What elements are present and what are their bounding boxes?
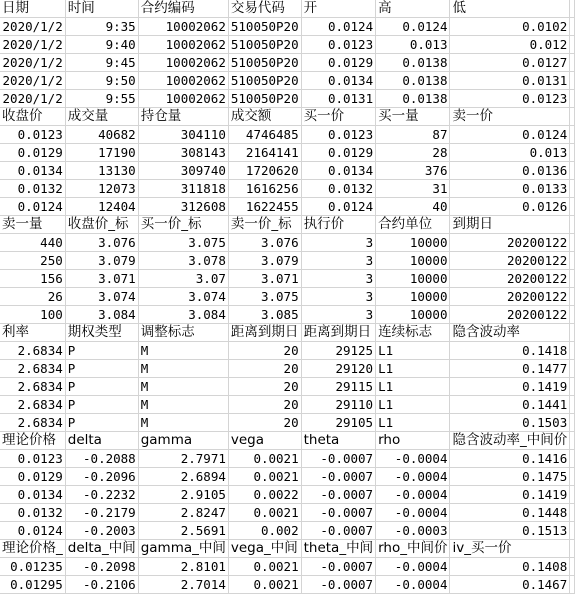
header-cell[interactable] <box>570 432 575 450</box>
data-cell[interactable]: 3 <box>301 288 375 306</box>
header-cell[interactable]: 理论价格_ <box>0 540 65 558</box>
data-cell[interactable]: 0.0123 <box>450 90 570 108</box>
data-cell[interactable]: 0.1416 <box>450 450 570 468</box>
table-row <box>0 576 575 594</box>
data-cell[interactable]: 10000 <box>376 234 450 252</box>
data-cell[interactable]: 87 <box>376 126 450 144</box>
data-cell[interactable]: 0.0124 <box>0 522 65 540</box>
data-cell[interactable]: 0.0123 <box>301 126 375 144</box>
data-cell[interactable]: 9:55 <box>65 90 138 108</box>
data-cell[interactable]: 9:35 <box>65 18 138 36</box>
table-row <box>0 270 575 288</box>
data-cell[interactable]: L1 <box>376 360 450 378</box>
data-cell[interactable]: 3.07 <box>138 270 228 288</box>
header-cell[interactable]: 开 <box>301 0 375 18</box>
data-cell[interactable]: 29115 <box>301 378 375 396</box>
header-cell[interactable]: 日期 <box>0 0 65 18</box>
header-cell[interactable]: 合约单位 <box>376 216 450 234</box>
data-cell[interactable]: 0.0124 <box>0 198 65 216</box>
data-cell[interactable]: 3.084 <box>65 306 138 324</box>
data-cell[interactable]: 3.085 <box>228 306 301 324</box>
data-cell[interactable]: 0.1503 <box>450 414 570 432</box>
data-cell[interactable]: 2.7014 <box>138 576 228 594</box>
data-cell[interactable]: 0.0127 <box>450 54 570 72</box>
data-cell[interactable]: P <box>65 360 138 378</box>
data-cell[interactable]: 9:50 <box>65 72 138 90</box>
data-cell[interactable]: -0.0004 <box>376 450 450 468</box>
header-cell[interactable]: 利率 <box>0 324 65 342</box>
data-cell[interactable]: 0.1513 <box>450 522 570 540</box>
table-row <box>0 486 575 504</box>
data-cell[interactable] <box>570 450 575 468</box>
data-cell[interactable] <box>570 378 575 396</box>
table-row <box>0 18 575 36</box>
data-cell[interactable]: 3.078 <box>138 252 228 270</box>
data-cell[interactable] <box>570 576 575 594</box>
data-cell[interactable]: 0.0138 <box>376 54 450 72</box>
header-row <box>0 324 575 342</box>
data-cell[interactable]: 2020/1/2 <box>0 72 65 90</box>
data-cell[interactable] <box>570 144 575 162</box>
data-cell[interactable] <box>570 234 575 252</box>
header-cell[interactable]: 成交量 <box>65 108 138 126</box>
data-cell[interactable]: 2.6834 <box>0 360 65 378</box>
header-cell[interactable]: delta <box>65 432 138 450</box>
data-cell[interactable]: 2.6834 <box>0 342 65 360</box>
header-cell[interactable]: gamma <box>138 432 228 450</box>
data-cell[interactable]: 3 <box>301 234 375 252</box>
data-cell[interactable]: 12404 <box>65 198 138 216</box>
data-cell[interactable]: 0.1448 <box>450 504 570 522</box>
data-cell[interactable] <box>570 504 575 522</box>
data-cell[interactable] <box>570 36 575 54</box>
data-cell[interactable]: 20 <box>228 378 301 396</box>
data-cell[interactable]: 0.0124 <box>301 198 375 216</box>
data-cell[interactable]: 20200122 <box>450 252 570 270</box>
table-row <box>0 198 575 216</box>
data-cell[interactable]: 0.0131 <box>301 90 375 108</box>
data-cell[interactable]: -0.0007 <box>301 486 375 504</box>
header-cell[interactable]: 调整标志 <box>138 324 228 342</box>
data-cell[interactable]: 0.0124 <box>376 18 450 36</box>
data-cell[interactable]: 0.0133 <box>450 180 570 198</box>
data-cell[interactable]: 0.1475 <box>450 468 570 486</box>
data-cell[interactable]: 0.0134 <box>0 486 65 504</box>
data-cell[interactable]: 2.5691 <box>138 522 228 540</box>
data-cell[interactable]: 10000 <box>376 252 450 270</box>
data-cell[interactable]: 0.0123 <box>0 126 65 144</box>
data-cell[interactable]: 2.8101 <box>138 558 228 576</box>
data-cell[interactable]: 1622455 <box>228 198 301 216</box>
data-cell[interactable]: 29110 <box>301 396 375 414</box>
data-cell[interactable]: 2.6894 <box>138 468 228 486</box>
data-cell[interactable] <box>570 486 575 504</box>
data-cell[interactable]: 0.0022 <box>228 486 301 504</box>
data-cell[interactable]: 3.071 <box>65 270 138 288</box>
data-cell[interactable]: -0.0004 <box>376 468 450 486</box>
data-cell[interactable]: 0.0021 <box>228 558 301 576</box>
header-cell[interactable]: 卖一价_标 <box>228 216 301 234</box>
table-row <box>0 180 575 198</box>
data-cell[interactable]: 0.0021 <box>228 450 301 468</box>
header-row <box>0 0 575 18</box>
data-cell[interactable]: 2.6834 <box>0 414 65 432</box>
data-cell[interactable] <box>570 522 575 540</box>
header-cell[interactable] <box>570 324 575 342</box>
data-cell[interactable]: 309740 <box>138 162 228 180</box>
data-cell[interactable] <box>570 360 575 378</box>
data-cell[interactable]: -0.0007 <box>301 522 375 540</box>
data-cell[interactable]: 0.013 <box>450 144 570 162</box>
header-cell[interactable]: 持仓量 <box>138 108 228 126</box>
data-cell[interactable]: 10002062 <box>138 90 228 108</box>
data-cell[interactable]: 0.0131 <box>450 72 570 90</box>
data-cell[interactable]: 510050P20 <box>228 90 301 108</box>
data-cell[interactable]: 28 <box>376 144 450 162</box>
data-cell[interactable]: 510050P20 <box>228 36 301 54</box>
data-cell[interactable]: 0.01235 <box>0 558 65 576</box>
data-cell[interactable]: 0.0129 <box>301 54 375 72</box>
data-cell[interactable]: 0.0124 <box>450 126 570 144</box>
data-cell[interactable]: 29125 <box>301 342 375 360</box>
header-cell[interactable]: delta_中间 <box>65 540 138 558</box>
data-cell[interactable]: -0.0004 <box>376 504 450 522</box>
data-cell[interactable] <box>570 198 575 216</box>
header-cell[interactable]: 连续标志 <box>376 324 450 342</box>
data-cell[interactable]: -0.2088 <box>65 450 138 468</box>
data-cell[interactable]: P <box>65 396 138 414</box>
data-cell[interactable]: 0.0021 <box>228 468 301 486</box>
data-cell[interactable] <box>570 396 575 414</box>
data-cell[interactable]: 13130 <box>65 162 138 180</box>
header-cell[interactable]: 买一量 <box>376 108 450 126</box>
data-cell[interactable]: 510050P20 <box>228 18 301 36</box>
data-cell[interactable]: P <box>65 414 138 432</box>
data-cell[interactable] <box>570 72 575 90</box>
header-cell[interactable]: 买一价 <box>301 108 375 126</box>
table-row <box>0 54 575 72</box>
data-cell[interactable]: 0.0124 <box>301 18 375 36</box>
header-cell[interactable]: theta <box>301 432 375 450</box>
table-row <box>0 396 575 414</box>
data-cell[interactable]: 3.074 <box>138 288 228 306</box>
data-cell[interactable]: 10002062 <box>138 72 228 90</box>
header-cell[interactable]: 执行价 <box>301 216 375 234</box>
header-cell[interactable] <box>570 540 575 558</box>
data-cell[interactable]: 0.002 <box>228 522 301 540</box>
data-cell[interactable]: 3 <box>301 252 375 270</box>
header-row <box>0 540 575 558</box>
header-cell[interactable]: rho <box>376 432 450 450</box>
data-cell[interactable]: 0.0134 <box>0 162 65 180</box>
table-row <box>0 234 575 252</box>
header-cell[interactable]: 理论价格 <box>0 432 65 450</box>
data-cell[interactable]: 3.076 <box>228 234 301 252</box>
data-cell[interactable]: 9:40 <box>65 36 138 54</box>
data-cell[interactable]: -0.2096 <box>65 468 138 486</box>
data-cell[interactable]: 510050P20 <box>228 72 301 90</box>
data-cell[interactable]: 0.0021 <box>228 504 301 522</box>
data-cell[interactable]: 12073 <box>65 180 138 198</box>
data-cell[interactable]: 20 <box>228 396 301 414</box>
data-cell[interactable]: 2.9105 <box>138 486 228 504</box>
header-cell[interactable]: theta_中间 <box>301 540 375 558</box>
data-cell[interactable]: 304110 <box>138 126 228 144</box>
data-cell[interactable]: 3.075 <box>138 234 228 252</box>
data-cell[interactable]: 510050P20 <box>228 54 301 72</box>
data-cell[interactable]: 10002062 <box>138 18 228 36</box>
table-row <box>0 72 575 90</box>
data-cell[interactable]: 376 <box>376 162 450 180</box>
data-cell[interactable]: 440 <box>0 234 65 252</box>
header-cell[interactable]: 低 <box>450 0 570 18</box>
data-cell[interactable]: 0.0126 <box>450 198 570 216</box>
header-cell[interactable]: 卖一量 <box>0 216 65 234</box>
data-cell[interactable]: 0.0132 <box>0 504 65 522</box>
data-cell[interactable]: 3.075 <box>228 288 301 306</box>
data-cell[interactable]: M <box>138 414 228 432</box>
data-cell[interactable] <box>570 558 575 576</box>
data-cell[interactable]: 1616256 <box>228 180 301 198</box>
data-cell[interactable]: -0.0007 <box>301 558 375 576</box>
data-cell[interactable]: 20200122 <box>450 270 570 288</box>
data-cell[interactable]: 20 <box>228 342 301 360</box>
data-cell[interactable]: 20200122 <box>450 234 570 252</box>
data-cell[interactable]: 0.1441 <box>450 396 570 414</box>
header-row <box>0 108 575 126</box>
table-row <box>0 36 575 54</box>
data-cell[interactable]: 0.01295 <box>0 576 65 594</box>
header-cell[interactable]: vega_中间 <box>228 540 301 558</box>
data-cell[interactable]: 311818 <box>138 180 228 198</box>
data-cell[interactable]: 3.079 <box>228 252 301 270</box>
header-cell[interactable]: 距离到期日 <box>228 324 301 342</box>
table-row <box>0 522 575 540</box>
data-cell[interactable] <box>570 288 575 306</box>
data-cell[interactable]: 2020/1/2 <box>0 18 65 36</box>
data-cell[interactable]: 312608 <box>138 198 228 216</box>
data-cell[interactable]: L1 <box>376 396 450 414</box>
data-cell[interactable]: 0.0123 <box>301 36 375 54</box>
data-cell[interactable]: 0.1419 <box>450 486 570 504</box>
data-cell[interactable]: 20200122 <box>450 288 570 306</box>
data-cell[interactable]: 2020/1/2 <box>0 90 65 108</box>
data-cell[interactable]: 0.1477 <box>450 360 570 378</box>
header-cell[interactable]: 到期日 <box>450 216 570 234</box>
data-cell[interactable]: 308143 <box>138 144 228 162</box>
header-cell[interactable]: 交易代码 <box>228 0 301 18</box>
data-cell[interactable]: 0.013 <box>376 36 450 54</box>
data-cell[interactable]: 2164141 <box>228 144 301 162</box>
data-cell[interactable]: -0.0007 <box>301 468 375 486</box>
data-cell[interactable]: M <box>138 342 228 360</box>
table-row <box>0 306 575 324</box>
header-cell[interactable]: 隐含波动率 <box>450 324 570 342</box>
data-cell[interactable]: 0.0136 <box>450 162 570 180</box>
data-cell[interactable]: M <box>138 360 228 378</box>
data-cell[interactable]: 2.8247 <box>138 504 228 522</box>
data-cell[interactable]: 0.0138 <box>376 72 450 90</box>
data-cell[interactable]: 0.0134 <box>301 162 375 180</box>
table-row <box>0 414 575 432</box>
header-cell[interactable]: 收盘价 <box>0 108 65 126</box>
header-cell[interactable]: iv_买一价 <box>450 540 570 558</box>
data-cell[interactable]: 2020/1/2 <box>0 54 65 72</box>
table-row <box>0 288 575 306</box>
data-cell[interactable]: 10000 <box>376 288 450 306</box>
data-cell[interactable]: -0.0007 <box>301 450 375 468</box>
data-cell[interactable]: 0.012 <box>450 36 570 54</box>
data-cell[interactable] <box>570 54 575 72</box>
header-cell[interactable]: 买一价_标 <box>138 216 228 234</box>
data-cell[interactable]: 156 <box>0 270 65 288</box>
data-cell[interactable] <box>570 468 575 486</box>
data-cell[interactable]: 10000 <box>376 306 450 324</box>
table-row <box>0 342 575 360</box>
data-cell[interactable]: 0.1467 <box>450 576 570 594</box>
data-cell[interactable] <box>570 270 575 288</box>
header-cell[interactable]: 卖一价 <box>450 108 570 126</box>
data-cell[interactable]: -0.0004 <box>376 558 450 576</box>
data-cell[interactable]: 3.084 <box>138 306 228 324</box>
data-cell[interactable]: 20 <box>228 414 301 432</box>
table-row <box>0 558 575 576</box>
data-cell[interactable]: P <box>65 378 138 396</box>
data-cell[interactable]: 0.0021 <box>228 576 301 594</box>
data-cell[interactable]: 0.1408 <box>450 558 570 576</box>
data-cell[interactable]: L1 <box>376 414 450 432</box>
header-cell[interactable]: 成交额 <box>228 108 301 126</box>
header-cell[interactable]: 合约编码 <box>138 0 228 18</box>
data-cell[interactable]: 20 <box>228 360 301 378</box>
data-cell[interactable] <box>570 126 575 144</box>
data-cell[interactable]: 29105 <box>301 414 375 432</box>
data-cell[interactable]: 26 <box>0 288 65 306</box>
data-cell[interactable]: 29120 <box>301 360 375 378</box>
table-row <box>0 90 575 108</box>
header-cell[interactable]: 距离到期日 <box>301 324 375 342</box>
header-cell[interactable]: 期权类型 <box>65 324 138 342</box>
data-cell[interactable]: L1 <box>376 378 450 396</box>
header-cell[interactable] <box>570 0 575 18</box>
table-row <box>0 252 575 270</box>
data-cell[interactable]: 0.0123 <box>0 450 65 468</box>
header-cell[interactable]: 高 <box>376 0 450 18</box>
data-cell[interactable]: 31 <box>376 180 450 198</box>
data-cell[interactable]: 3.071 <box>228 270 301 288</box>
data-cell[interactable]: 10002062 <box>138 54 228 72</box>
data-cell[interactable]: 1720620 <box>228 162 301 180</box>
data-cell[interactable]: 0.0132 <box>0 180 65 198</box>
data-cell[interactable] <box>570 252 575 270</box>
data-cell[interactable] <box>570 180 575 198</box>
data-cell[interactable]: -0.0004 <box>376 486 450 504</box>
data-cell[interactable]: -0.0007 <box>301 504 375 522</box>
data-cell[interactable]: 2020/1/2 <box>0 36 65 54</box>
header-cell[interactable]: gamma_中间 <box>138 540 228 558</box>
data-cell[interactable]: 3 <box>301 270 375 288</box>
data-cell[interactable]: 10002062 <box>138 36 228 54</box>
data-cell[interactable]: -0.2232 <box>65 486 138 504</box>
data-cell[interactable]: 0.1419 <box>450 378 570 396</box>
data-cell[interactable]: 0.0129 <box>0 468 65 486</box>
data-cell[interactable]: 0.0132 <box>301 180 375 198</box>
header-cell[interactable]: vega <box>228 432 301 450</box>
header-row <box>0 432 575 450</box>
data-cell[interactable]: -0.2098 <box>65 558 138 576</box>
data-cell[interactable]: P <box>65 342 138 360</box>
data-cell[interactable]: 40682 <box>65 126 138 144</box>
data-cell[interactable]: 0.0129 <box>0 144 65 162</box>
data-cell[interactable]: 2.7971 <box>138 450 228 468</box>
data-cell[interactable]: L1 <box>376 342 450 360</box>
table-row <box>0 504 575 522</box>
header-cell[interactable] <box>570 216 575 234</box>
data-cell[interactable]: M <box>138 378 228 396</box>
header-cell[interactable]: 收盘价_标 <box>65 216 138 234</box>
header-cell[interactable] <box>570 108 575 126</box>
data-cell[interactable]: -0.0003 <box>376 522 450 540</box>
header-cell[interactable]: 时间 <box>65 0 138 18</box>
data-cell[interactable]: 4746485 <box>228 126 301 144</box>
data-cell[interactable]: 10000 <box>376 270 450 288</box>
table-row <box>0 126 575 144</box>
data-cell[interactable]: 3.074 <box>65 288 138 306</box>
data-cell[interactable]: -0.2003 <box>65 522 138 540</box>
table-row <box>0 360 575 378</box>
table-row <box>0 378 575 396</box>
data-cell[interactable]: 20200122 <box>450 306 570 324</box>
data-cell[interactable]: -0.0007 <box>301 576 375 594</box>
table-row <box>0 468 575 486</box>
data-cell[interactable]: 0.0134 <box>301 72 375 90</box>
data-cell[interactable]: 100 <box>0 306 65 324</box>
data-cell[interactable] <box>570 90 575 108</box>
data-cell[interactable]: M <box>138 396 228 414</box>
data-cell[interactable]: 9:45 <box>65 54 138 72</box>
data-cell[interactable] <box>570 18 575 36</box>
data-cell[interactable]: 17190 <box>65 144 138 162</box>
header-cell[interactable]: 隐含波动率_中间价 <box>450 432 570 450</box>
header-cell[interactable]: rho_中间价 <box>376 540 450 558</box>
data-cell[interactable]: 250 <box>0 252 65 270</box>
header-row <box>0 216 575 234</box>
data-cell[interactable] <box>570 306 575 324</box>
data-cell[interactable] <box>570 414 575 432</box>
table-row <box>0 162 575 180</box>
data-cell[interactable]: 3.079 <box>65 252 138 270</box>
data-cell[interactable]: 3 <box>301 306 375 324</box>
data-cell[interactable]: 2.6834 <box>0 378 65 396</box>
data-cell[interactable]: 3.076 <box>65 234 138 252</box>
data-cell[interactable]: 2.6834 <box>0 396 65 414</box>
data-cell[interactable]: 0.0129 <box>301 144 375 162</box>
table-row <box>0 450 575 468</box>
data-cell[interactable]: -0.0004 <box>376 576 450 594</box>
data-cell[interactable]: 0.1418 <box>450 342 570 360</box>
data-cell[interactable]: 0.0138 <box>376 90 450 108</box>
data-cell[interactable] <box>570 162 575 180</box>
data-cell[interactable]: -0.2179 <box>65 504 138 522</box>
data-cell[interactable]: -0.2106 <box>65 576 138 594</box>
table-row <box>0 144 575 162</box>
data-cell[interactable]: 0.0102 <box>450 18 570 36</box>
data-cell[interactable] <box>570 342 575 360</box>
data-cell[interactable]: 40 <box>376 198 450 216</box>
